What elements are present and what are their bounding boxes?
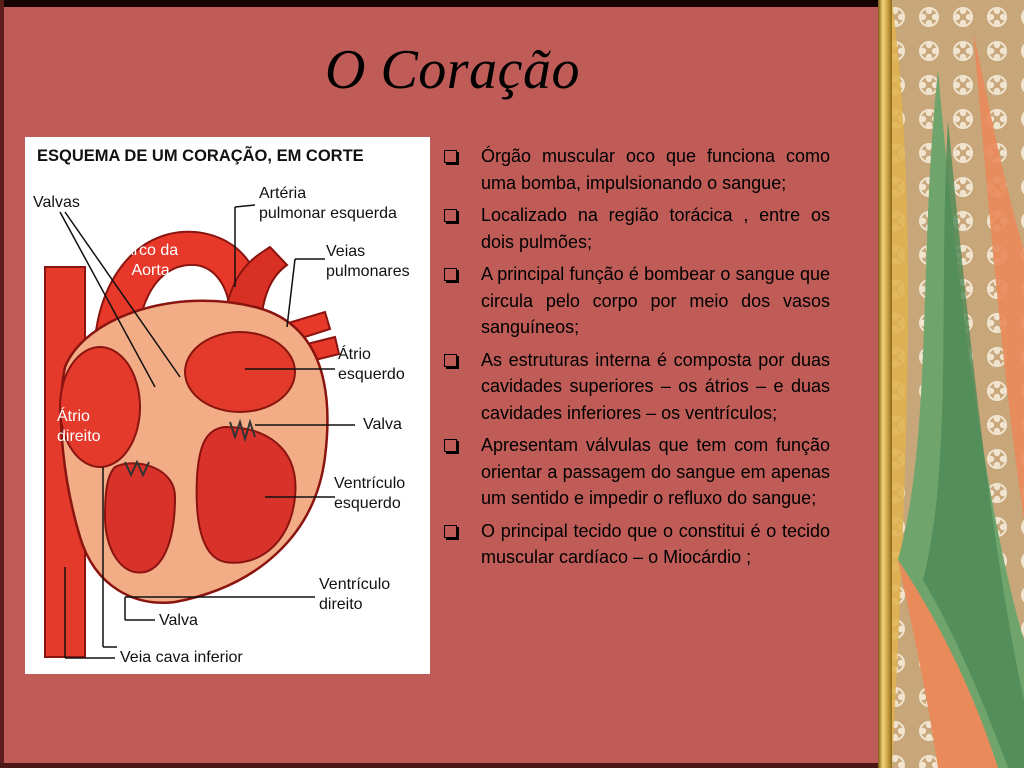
label-arteria-pulmonar: Artéria pulmonar esquerda <box>259 185 397 222</box>
label-ventriculo-direito: Ventrículo direito <box>319 576 391 613</box>
label-valva-right: Valva <box>363 416 402 433</box>
bullet-item: Apresentam válvulas que tem com função orientar a passagem do sangue em apenas um sentido e impedir o refluxo do sangue; <box>444 432 830 512</box>
checkbox-bullet-icon <box>444 525 457 538</box>
bullet-item: A principal função é bombear o sangue que circula pelo corpo por meio dos vasos sanguíneos; <box>444 261 830 341</box>
bullet-list <box>444 143 830 577</box>
checkbox-bullet-icon <box>444 150 457 163</box>
checkbox-bullet-icon <box>444 439 457 452</box>
label-veias-pulmonares: Veias pulmonares <box>326 243 410 280</box>
label-valva-bottom: Valva <box>159 612 198 629</box>
label-arco-aorta: Arco da Aorta <box>123 242 179 279</box>
checkbox-bullet-icon <box>444 354 457 367</box>
diagram-title: ESQUEMA DE UM CORAÇÃO, EM CORTE <box>37 147 364 165</box>
label-ventriculo-esquerdo: Ventrículo esquerdo <box>334 475 406 512</box>
label-valvas: Valvas <box>33 194 80 211</box>
heart-diagram <box>25 137 430 674</box>
bullet-item: Órgão muscular oco que funciona como uma bomba, impulsionando o sangue; <box>444 143 830 196</box>
bullet-item: As estruturas interna é composta por duas cavidades superiores – os átrios – e duas cavidades inferiores – os ventrículos; <box>444 347 830 427</box>
checkbox-bullet-icon <box>444 268 457 281</box>
decorative-side-panel <box>878 0 1024 768</box>
slide-top-border <box>0 0 878 7</box>
bullet-item: O principal tecido que o constitui é o tecido muscular cardíaco – o Miocárdio ; <box>444 518 830 571</box>
checkbox-bullet-icon <box>444 209 457 222</box>
label-atrio-esquerdo: Átrio esquerdo <box>338 346 405 383</box>
slide-title: O Coração <box>325 39 580 101</box>
label-atrio-direito: Átrio direito <box>57 408 101 445</box>
bullet-item: Localizado na região torácica , entre os dois pulmões; <box>444 202 830 255</box>
slide-bottom-border <box>0 763 878 768</box>
label-veia-cava-inferior: Veia cava inferior <box>120 649 243 666</box>
slide-left-border <box>0 0 4 768</box>
